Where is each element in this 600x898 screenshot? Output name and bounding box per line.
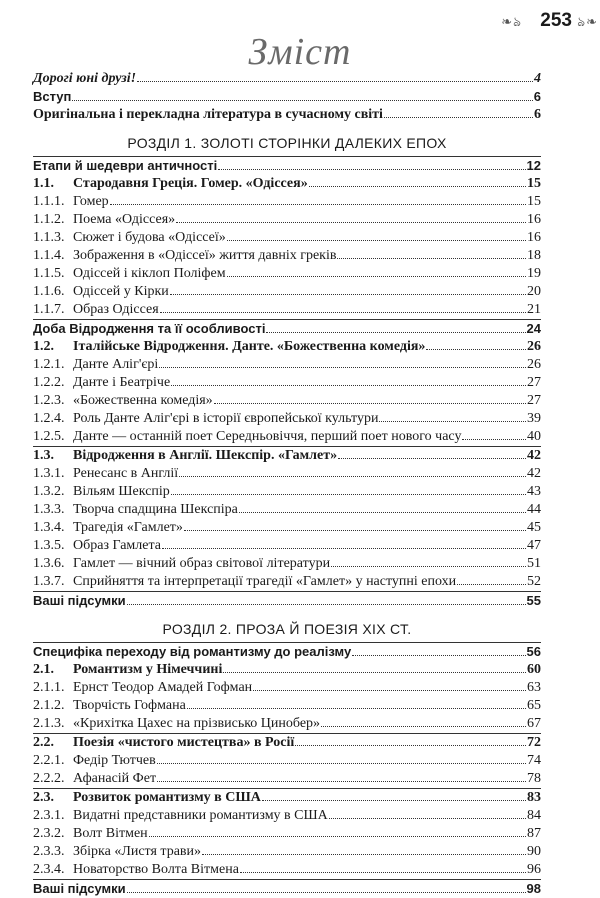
toc-entry-page: 40 xyxy=(527,429,541,444)
toc-entry-title: Ваші підсумки xyxy=(33,881,126,896)
toc-entry-title: Стародавня Греція. Гомер. «Одіссея» xyxy=(73,176,308,191)
leader-dots xyxy=(240,862,526,873)
toc-entry-number: 1.3. xyxy=(33,448,54,463)
page-title: Зміст xyxy=(248,31,352,73)
leader-dots xyxy=(309,176,526,187)
toc-entry-page: 18 xyxy=(527,248,541,263)
toc-entry-number: 1.2.5. xyxy=(33,429,65,444)
toc-entry-number: 1.3.5. xyxy=(33,538,65,553)
toc-entry-number: 1.1.4. xyxy=(33,248,65,263)
toc-entry xyxy=(33,265,541,283)
toc-entry xyxy=(33,788,541,807)
toc-entry-number: 1.3.3. xyxy=(33,502,65,517)
toc-entry-number: 2.3.4. xyxy=(33,862,65,877)
toc-entry-page: 27 xyxy=(527,375,541,390)
toc-entry-title: Етапи й шедеври античності xyxy=(33,158,218,173)
leader-dots xyxy=(331,556,526,567)
toc-entry-title: Одіссей і кіклоп Поліфем xyxy=(73,266,226,281)
toc-entry-page: 65 xyxy=(527,698,541,713)
toc-entry-number: 2.1.2. xyxy=(33,698,65,713)
toc-entry xyxy=(33,428,541,446)
toc-entry-title: Новаторство Волта Вітмена xyxy=(73,862,239,877)
toc-entry-title: Федір Тютчев xyxy=(73,753,156,768)
toc-entry xyxy=(33,338,541,356)
toc-entry-title: Данте — останній поет Середньовіччя, перший поет нового часу xyxy=(73,429,462,444)
toc-entry-number: 1.1.2. xyxy=(33,212,65,227)
toc-entry-title: Сприйняття та інтерпретації трагедії «Гамлет» у наступні епохи xyxy=(73,574,457,589)
toc-entry xyxy=(33,156,541,175)
toc-entry-page: 15 xyxy=(527,176,541,191)
leader-dots xyxy=(352,645,525,656)
toc-entry-number: 1.2.4. xyxy=(33,411,65,426)
toc-entry-title: Поезія «чистого мистецтва» в Росії xyxy=(73,735,295,750)
leader-dots xyxy=(457,574,526,585)
toc-entry-title: Роль Данте Аліг'єрі в історії європейської культури xyxy=(73,411,379,426)
leader-dots xyxy=(187,698,526,709)
toc-entry-number: 2.3.2. xyxy=(33,826,65,841)
toc-entry xyxy=(33,319,541,338)
toc-entry-page: 20 xyxy=(527,284,541,299)
toc-entry-title: Трагедія «Гамлет» xyxy=(73,520,183,535)
toc-entry-number: 1.1.6. xyxy=(33,284,65,299)
toc-entry-number: 2.3. xyxy=(33,790,54,805)
toc-entry-page: 15 xyxy=(527,194,541,209)
leader-dots xyxy=(266,322,525,333)
leader-dots xyxy=(338,448,526,459)
toc-entry-page: 45 xyxy=(527,520,541,535)
toc-entry-number: 1.1. xyxy=(33,176,54,191)
toc-entry xyxy=(33,70,541,88)
toc-entry-page: 67 xyxy=(527,716,541,731)
toc-entry-page: 6 xyxy=(533,89,541,104)
leader-dots xyxy=(137,71,533,82)
leader-dots xyxy=(214,393,526,404)
leader-dots xyxy=(253,680,526,691)
leader-dots xyxy=(157,771,526,782)
section-1-heading: РОЗДІЛ 1. ЗОЛОТІ СТОРІНКИ ДАЛЕКИХ ЕПОХ xyxy=(127,135,447,151)
leader-dots xyxy=(321,716,526,727)
toc-entry xyxy=(33,283,541,301)
toc-entry-number: 1.2.1. xyxy=(33,357,65,372)
toc-entry-page: 26 xyxy=(527,339,541,354)
toc-entry-page: 24 xyxy=(526,321,541,336)
section-1-entries xyxy=(33,156,541,610)
toc-entry-title: Романтизм у Німеччині xyxy=(73,662,223,677)
toc-entry xyxy=(33,211,541,229)
toc-entry-number: 2.1. xyxy=(33,662,54,677)
section-2-heading: РОЗДІЛ 2. ПРОЗА Й ПОЕЗІЯ XIX СТ. xyxy=(162,621,412,637)
toc-entry xyxy=(33,770,541,788)
toc-entry-page: 39 xyxy=(527,411,541,426)
toc-entry-page: 51 xyxy=(527,556,541,571)
toc-entry-page: 4 xyxy=(534,71,541,86)
toc-entry-number: 2.3.1. xyxy=(33,808,65,823)
toc-entry-title: Афанасій Фет xyxy=(73,771,157,786)
leader-dots xyxy=(384,107,533,118)
toc-entry-page: 16 xyxy=(527,230,541,245)
toc-entry-title: Відродження в Англії. Шекспір. «Гамлет» xyxy=(73,448,338,463)
toc-entry xyxy=(33,843,541,861)
toc-entry-page: 63 xyxy=(527,680,541,695)
leader-dots xyxy=(110,194,526,205)
toc-entry-title: Вільям Шекспір xyxy=(73,484,170,499)
toc-entry xyxy=(33,861,541,879)
toc-entry-number: 1.1.5. xyxy=(33,266,65,281)
toc-entry xyxy=(33,465,541,483)
toc-entry xyxy=(33,193,541,211)
toc-entry xyxy=(33,537,541,555)
toc-entry-title: Данте і Беатріче xyxy=(73,375,171,390)
leader-dots xyxy=(329,808,526,819)
toc-entry-number: 1.2.3. xyxy=(33,393,65,408)
leader-dots xyxy=(171,375,526,386)
toc-entry-title: Доба Відродження та її особливості xyxy=(33,321,266,336)
toc-entry-page: 19 xyxy=(527,266,541,281)
toc-entry-title: Дорогі юні друзі! xyxy=(33,71,137,86)
toc-entry-title: Образ Одіссея xyxy=(73,302,159,317)
leader-dots xyxy=(223,662,526,673)
toc-entry xyxy=(33,175,541,193)
toc-entry-title: Ваші підсумки xyxy=(33,593,126,608)
toc-entry-title: Гомер xyxy=(73,194,109,209)
leader-dots xyxy=(426,339,526,350)
toc-entry-number: 2.1.1. xyxy=(33,680,65,695)
toc-entry-title: Зображення в «Одіссеї» життя давніх греків xyxy=(73,248,337,263)
leader-dots xyxy=(202,844,526,855)
leader-dots xyxy=(227,266,526,277)
leader-dots xyxy=(159,357,526,368)
leader-dots xyxy=(72,90,532,101)
leader-dots xyxy=(160,302,526,313)
toc-entry xyxy=(33,733,541,752)
header-ornament-left: ❧ঌ xyxy=(501,15,522,30)
toc-entry-title: Творча спадщина Шекспіра xyxy=(73,502,238,517)
toc-entry-title: Оригінальна і перекладна література в сучасному світі xyxy=(33,107,383,122)
page-number: 253 xyxy=(540,10,572,31)
toc-entry-page: 21 xyxy=(527,302,541,317)
toc-entry xyxy=(33,573,541,591)
toc-entry-number: 1.2.2. xyxy=(33,375,65,390)
toc-entry-title: Видатні представники романтизму в США xyxy=(73,808,328,823)
toc-entry xyxy=(33,661,541,679)
toc-entry-page: 96 xyxy=(527,862,541,877)
leader-dots xyxy=(262,790,526,801)
toc-entry-title: Розвиток романтизму в США xyxy=(73,790,261,805)
toc-entry-page: 42 xyxy=(527,448,541,463)
leader-dots xyxy=(157,753,526,764)
toc-entry-title: Збірка «Листя трави» xyxy=(73,844,202,859)
toc-entry-title: Данте Аліг'єрі xyxy=(73,357,159,372)
toc-entry-title: «Божественна комедія» xyxy=(73,393,213,408)
toc-entry xyxy=(33,879,541,898)
toc-entry xyxy=(33,679,541,697)
toc-entry-number: 1.3.7. xyxy=(33,574,65,589)
toc-entry xyxy=(33,229,541,247)
toc-entry-title: Ернст Теодор Амадей Гофман xyxy=(73,680,253,695)
toc-entry-number: 1.1.3. xyxy=(33,230,65,245)
toc-entry-page: 55 xyxy=(526,593,541,608)
toc-entry-page: 26 xyxy=(527,357,541,372)
toc-entry xyxy=(33,752,541,770)
toc-entry-page: 84 xyxy=(527,808,541,823)
toc-entry xyxy=(33,106,541,124)
toc-entry-page: 44 xyxy=(527,502,541,517)
toc-entry xyxy=(33,247,541,265)
toc-entry-title: Специфіка переходу від романтизму до реалізму xyxy=(33,644,352,659)
leader-dots xyxy=(295,735,526,746)
toc-entry-title: Творчість Гофмана xyxy=(73,698,186,713)
leader-dots xyxy=(227,230,526,241)
toc-entry-number: 2.1.3. xyxy=(33,716,65,731)
toc-entry-number: 1.3.2. xyxy=(33,484,65,499)
leader-dots xyxy=(239,502,526,513)
toc-entry-title: Одіссей у Кірки xyxy=(73,284,169,299)
toc-entry-title: Вступ xyxy=(33,89,72,104)
leader-dots xyxy=(379,411,526,422)
leader-dots xyxy=(462,429,526,440)
leader-dots xyxy=(149,826,526,837)
toc-entry xyxy=(33,591,541,610)
toc-entry xyxy=(33,715,541,733)
toc-entry-title: «Крихітка Цахес на прізвисько Цинобер» xyxy=(73,716,321,731)
toc-entry xyxy=(33,555,541,573)
toc-entry-number: 1.1.7. xyxy=(33,302,65,317)
toc-entry xyxy=(33,483,541,501)
toc-entry-number: 2.3.3. xyxy=(33,844,65,859)
toc-entry xyxy=(33,519,541,537)
toc-entry-number: 1.3.1. xyxy=(33,466,65,481)
leader-dots xyxy=(170,284,526,295)
toc-entry-number: 1.2. xyxy=(33,339,54,354)
leader-dots xyxy=(218,159,525,170)
toc-entry xyxy=(33,446,541,465)
toc-entry-page: 74 xyxy=(527,753,541,768)
toc-entry-page: 90 xyxy=(527,844,541,859)
toc-entry xyxy=(33,697,541,715)
leader-dots xyxy=(162,538,526,549)
leader-dots xyxy=(337,248,526,259)
toc-entry-page: 87 xyxy=(527,826,541,841)
toc-entry-number: 1.1.1. xyxy=(33,194,65,209)
toc-entry-page: 12 xyxy=(526,158,541,173)
toc-entry-title: Поема «Одіссея» xyxy=(73,212,176,227)
leader-dots xyxy=(127,882,526,893)
toc-entry xyxy=(33,88,541,106)
section-2-entries xyxy=(33,642,541,898)
toc-entry-page: 83 xyxy=(527,790,541,805)
toc-entry-page: 16 xyxy=(527,212,541,227)
toc-entry-title: Ренесанс в Англії xyxy=(73,466,179,481)
toc-entry-page: 43 xyxy=(527,484,541,499)
leader-dots xyxy=(176,212,526,223)
toc-entry xyxy=(33,807,541,825)
leader-dots xyxy=(179,466,526,477)
toc-entry-title: Сюжет і будова «Одіссеї» xyxy=(73,230,226,245)
toc-entry-title: Образ Гамлета xyxy=(73,538,161,553)
table-of-contents xyxy=(33,70,541,898)
toc-entry-title: Італійське Відродження. Данте. «Божественна комедія» xyxy=(73,339,426,354)
toc-entry-title: Гамлет — вічний образ світової літератури xyxy=(73,556,331,571)
leader-dots xyxy=(127,594,526,605)
toc-entry-page: 98 xyxy=(526,881,541,896)
toc-entry-page: 27 xyxy=(527,393,541,408)
toc-entry-page: 72 xyxy=(527,735,541,750)
intro-entries xyxy=(33,70,541,124)
toc-entry-number: 2.2.1. xyxy=(33,753,65,768)
leader-dots xyxy=(171,484,526,495)
toc-entry xyxy=(33,501,541,519)
toc-entry-page: 60 xyxy=(527,662,541,677)
toc-entry xyxy=(33,301,541,319)
toc-entry-page: 56 xyxy=(526,644,541,659)
toc-entry xyxy=(33,356,541,374)
toc-entry-number: 2.2.2. xyxy=(33,771,65,786)
toc-entry-page: 78 xyxy=(527,771,541,786)
toc-entry-page: 42 xyxy=(527,466,541,481)
toc-entry-number: 1.3.4. xyxy=(33,520,65,535)
leader-dots xyxy=(184,520,526,531)
toc-entry-page: 47 xyxy=(527,538,541,553)
header-ornament-right: ঌ❧ xyxy=(577,15,598,30)
toc-entry-title: Волт Вітмен xyxy=(73,826,148,841)
toc-entry xyxy=(33,374,541,392)
toc-entry-number: 2.2. xyxy=(33,735,54,750)
toc-entry-page: 52 xyxy=(527,574,541,589)
toc-entry-number: 1.3.6. xyxy=(33,556,65,571)
toc-entry xyxy=(33,642,541,661)
toc-entry xyxy=(33,410,541,428)
toc-entry-page: 6 xyxy=(534,107,541,122)
toc-entry xyxy=(33,825,541,843)
toc-entry xyxy=(33,392,541,410)
